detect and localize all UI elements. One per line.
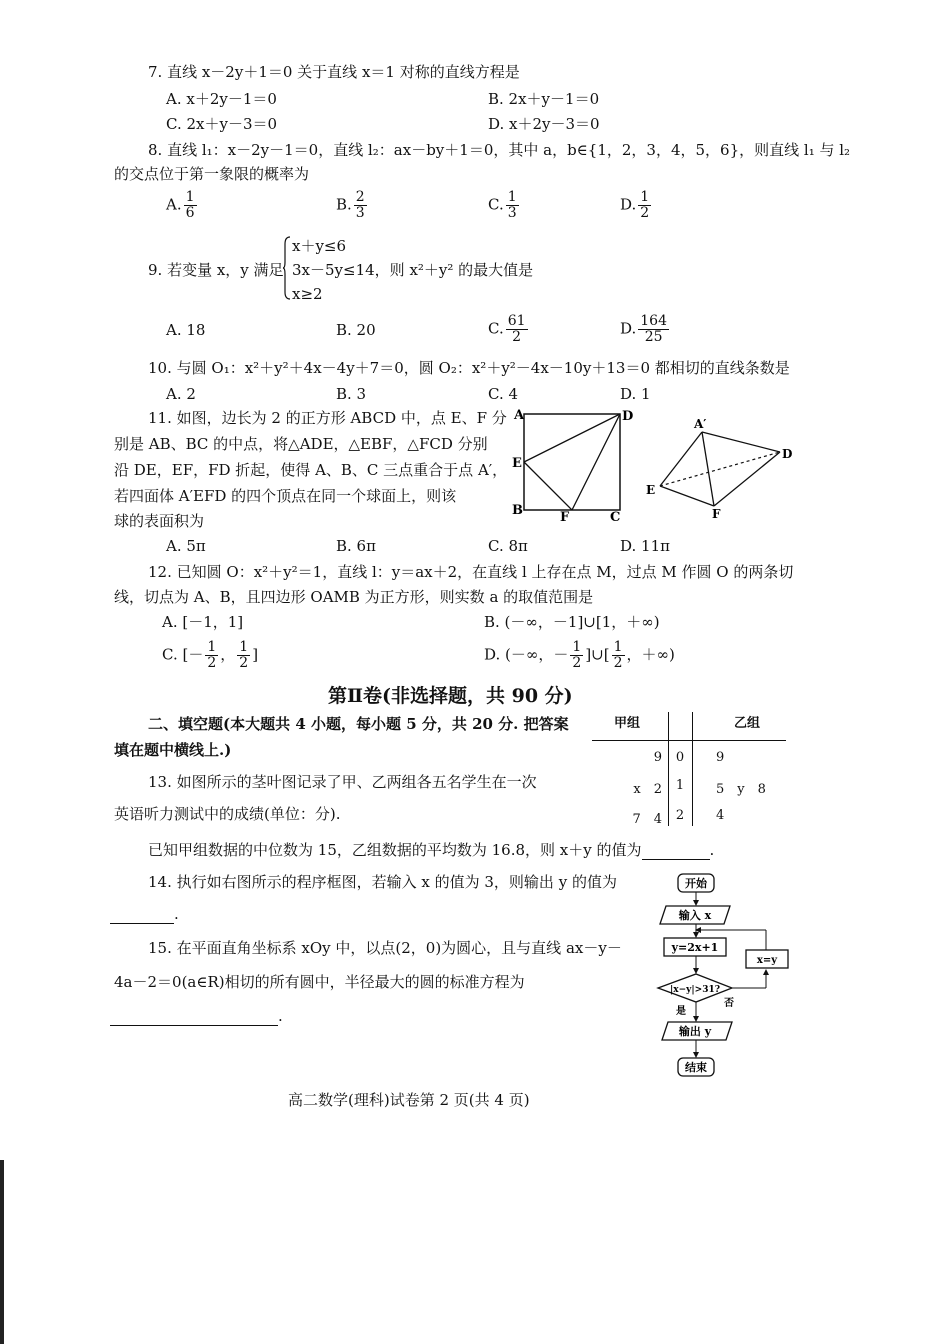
q12-option-b: B. (－∞，－1]∪[1，＋∞) (484, 613, 660, 631)
q14-answer-line: . (110, 904, 179, 924)
flow-output: 输出 y (678, 1025, 712, 1038)
q7-option-d: D. x＋2y－3＝0 (488, 115, 600, 133)
q10-option-c: C. 4 (488, 385, 519, 403)
answer-blank-15 (110, 1009, 278, 1026)
fill-instructions-cont: 填在题中横线上.) (114, 741, 232, 759)
row-3-leaves-left: 7 4 (632, 812, 662, 827)
label-e: E (646, 483, 656, 497)
q15-line-1: 15. 在平面直角坐标系 xOy 中，以点(2，0)为圆心，且与直线 ax－y－ (148, 939, 622, 957)
answer-blank-13 (642, 843, 710, 860)
q13-line-3: 已知甲组数据的中位数为 15，乙组数据的平均数为 16.8，则 x＋y 的值为 . (148, 841, 715, 859)
q9-option-c: C. $\frac{61}{2}$ (488, 313, 526, 345)
row-3-leaves-right: 4 (716, 808, 725, 823)
answer-blank-14 (110, 907, 174, 924)
q12-line-1: 12. 已知圆 O：x²＋y²＝1，直线 l：y＝ax＋2，在直线 l 上存在点 M，过点 M 作圆 O 的两条切 (148, 563, 794, 581)
q11-line-5: 球的表面积为 (114, 512, 205, 530)
q8-option-b: B. $\frac{2}{3}$ (336, 189, 365, 221)
label-a: A (514, 408, 525, 423)
q13-line-2: 英语听力测试中的成绩(单位：分). (114, 805, 341, 823)
row-1-leaves-right: 9 (716, 750, 725, 765)
q9-prefix: 9. 若变量 x，y 满足 (148, 261, 284, 279)
q9-option-b: B. 20 (336, 321, 376, 339)
q9-constraint-2: 3x－5y≤14，则 x²＋y² 的最大值是 (292, 261, 534, 279)
q8-option-d: D. $\frac{1}{2}$ (620, 189, 650, 221)
row-2-stem: 1 (675, 778, 685, 793)
label-f: F (712, 507, 721, 521)
flow-end: 结束 (685, 1061, 707, 1074)
q7-stem: 7. 直线 x－2y＋1＝0 关于直线 x＝1 对称的直线方程是 (148, 63, 520, 81)
q11-line-1: 11. 如图，边长为 2 的正方形 ABCD 中，点 E、F 分 (148, 409, 507, 427)
q9-constraint-1: x＋y≤6 (292, 237, 347, 255)
flow-no-label: 否 (724, 998, 734, 1009)
q10-option-a: A. 2 (166, 385, 196, 403)
q11-option-a: A. 5π (166, 537, 206, 555)
q10-stem: 10. 与圆 O₁：x²＋y²＋4x－4y＋7＝0，圆 O₂：x²＋y²－4x－10y＋13＝0 都相切的直线条数是 (148, 359, 790, 377)
q9-constraint-3: x≥2 (292, 285, 323, 303)
scan-edge-bar (0, 1160, 4, 1344)
label-e: E (512, 456, 522, 471)
q8-option-c: C. $\frac{1}{3}$ (488, 189, 517, 221)
row-1-stem: 0 (675, 750, 685, 765)
flowchart (648, 870, 818, 1082)
label-c: C (610, 510, 621, 525)
q9-option-a: A. 18 (166, 321, 206, 339)
label-d: D (622, 409, 634, 424)
fill-instructions: 二、填空题(本大题共 4 小题，每小题 5 分，共 20 分. 把答案 (148, 715, 569, 733)
q11-line-2: 别是 AB、BC 的中点，将△ADE，△EBF，△FCD 分别 (114, 435, 488, 453)
q9-option-d: D. $\frac{164}{25}$ (620, 313, 667, 345)
label-b: B (512, 503, 523, 518)
row-1-leaves-left: 9 (653, 750, 662, 765)
tetrahedron-figure (640, 412, 800, 522)
q15-line-2: 4a－2＝0(a∈R)相切的所有圆中，半径最大的圆的标准方程为 (114, 973, 525, 991)
q15-answer-line: . (110, 1006, 283, 1026)
q7-option-a: A. x＋2y－1＝0 (166, 90, 277, 108)
q14-line-1: 14. 执行如右图所示的程序框图，若输入 x 的值为 3，则输出 y 的值为 (148, 873, 617, 891)
flow-input: 输入 x (678, 909, 712, 922)
flow-condition: |x−y|>31? (669, 985, 721, 995)
stem-leaf-plot (592, 712, 788, 826)
group-a-header: 甲组 (613, 716, 640, 731)
q11-line-4: 若四面体 A′EFD 的四个顶点在同一个球面上，则该 (114, 487, 457, 505)
q12-option-d: D. (－∞，－ $\frac{1}{2}$ ]∪[ $\frac{1}{2}$ ，＋∞) (484, 639, 675, 671)
square-figure (508, 404, 634, 525)
label-d: D (782, 447, 793, 461)
q12-option-a: A. [－1，1] (162, 613, 244, 631)
q10-option-d: D. 1 (620, 385, 651, 403)
flow-yes-label: 是 (676, 1006, 686, 1017)
q8-option-a: A. $\frac{1}{6}$ (166, 189, 195, 221)
brace-icon (283, 236, 291, 300)
section-title: 第Ⅱ卷(非选择题，共 90 分) (328, 685, 573, 707)
label-f: F (560, 510, 570, 525)
q11-option-b: B. 6π (336, 537, 376, 555)
q7-option-b: B. 2x＋y－1＝0 (488, 90, 600, 108)
q8-stem: 8. 直线 l₁：x－2y－1＝0，直线 l₂：ax－by＋1＝0，其中 a，b∈{1，2，3，4，5，6}，则直线 l₁ 与 l₂ (148, 141, 851, 159)
q11-line-3: 沿 DE，EF，FD 折起，使得 A、B、C 三点重合于点 A′， (114, 461, 508, 479)
q11-option-d: D. 11π (620, 537, 670, 555)
q13-line-1: 13. 如图所示的茎叶图记录了甲、乙两组各五名学生在一次 (148, 773, 537, 791)
q12-option-c: C. [－ $\frac{1}{2}$ ， $\frac{1}{2}$ ] (162, 639, 259, 671)
q10-option-b: B. 3 (336, 385, 367, 403)
q8-stem-cont: 的交点位于第一象限的概率为 (114, 165, 310, 183)
q7-option-c: C. 2x＋y－3＝0 (166, 115, 278, 133)
group-b-header: 乙组 (733, 716, 760, 731)
q11-option-c: C. 8π (488, 537, 528, 555)
flow-assign: y=2x+1 (671, 941, 719, 954)
row-2-leaves-right: 5 y 8 (716, 782, 766, 797)
flow-start: 开始 (685, 877, 707, 890)
flow-update: x=y (756, 955, 778, 966)
row-3-stem: 2 (675, 808, 685, 823)
q12-line-2: 线，切点为 A、B，且四边形 OAMB 为正方形，则实数 a 的取值范围是 (114, 588, 594, 606)
label-a-prime: A′ (694, 417, 707, 431)
row-2-leaves-left: x 2 (633, 782, 662, 797)
page-footer: 高二数学(理科)试卷第 2 页(共 4 页) (288, 1091, 530, 1109)
